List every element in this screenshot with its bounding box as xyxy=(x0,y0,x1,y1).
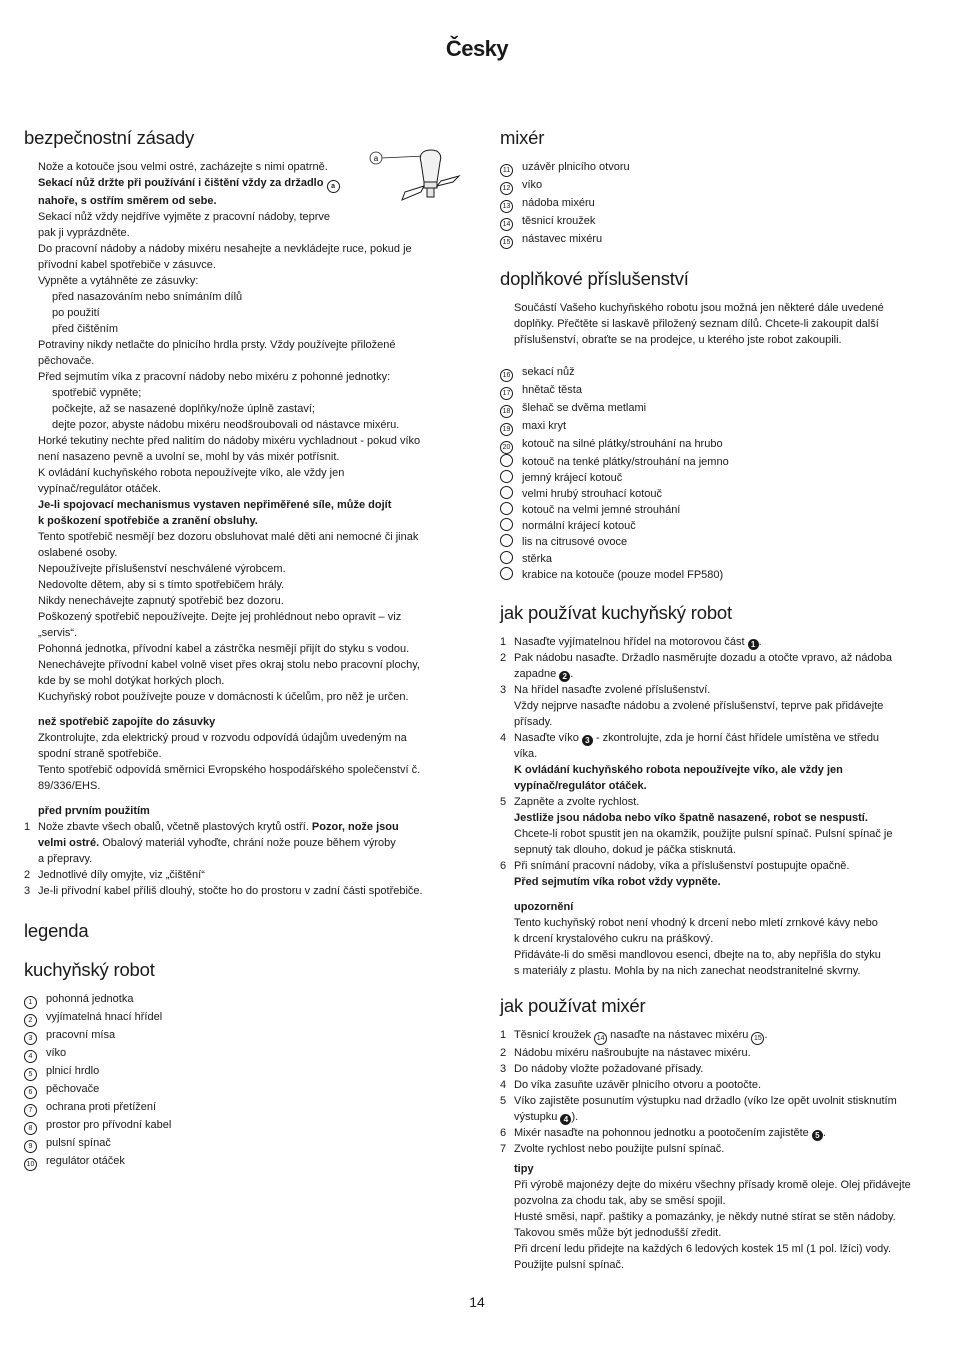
legend-item xyxy=(24,1081,460,1099)
legend-item xyxy=(500,470,936,486)
howto-robot-heading: jak používat kuchyňský robot xyxy=(500,601,732,623)
right-column xyxy=(500,126,936,1273)
text-line: Přidáváte-li do směsi mandlovou esenci, dbejte na to, aby nepřišla do styku xyxy=(514,948,881,961)
number-circle-icon: 12 xyxy=(500,182,513,195)
text-line: oslabené osoby. xyxy=(38,547,118,559)
text-line: K ovládání kuchyňského robota nepoužívejte víko, ale vždy jen xyxy=(38,467,345,479)
legend-item xyxy=(500,195,936,213)
text-line: Tento kuchyňský robot není vhodný k drcení nebo mletí zrnkové kávy nebo xyxy=(514,916,878,929)
page-number: 14 xyxy=(469,1294,485,1310)
text-line: Součástí Vašeho kuchyňského robotu jsou možná jen některé dále uvedené xyxy=(514,302,884,314)
text-line: Poškozený spotřebič nepoužívejte. Dejte jej prohlédnout nebo opravit – viz xyxy=(38,611,402,623)
accessories-heading: doplňkové příslušenství xyxy=(500,268,689,289)
text-line: Takovou směs může být jednodušší zředit. xyxy=(514,1226,722,1239)
first-use-heading: před prvním použitím xyxy=(38,805,150,817)
svg-text:a: a xyxy=(373,154,379,163)
step-5-cont: sepnutý tak dlouho, dokud je páčka stisknutá. xyxy=(514,843,736,856)
legend-item-label: pulsní spínač xyxy=(46,1137,111,1149)
legend-item xyxy=(24,1135,460,1153)
step-3: 3 Na hřídel nasaďte zvolené příslušenství. xyxy=(500,683,711,696)
safety-heading: bezpečnostní zásady xyxy=(24,127,195,148)
legend-item xyxy=(500,454,936,470)
text-line: před čištěním xyxy=(52,323,119,335)
legend-item xyxy=(500,400,936,418)
step-1-cont: a přepravy. xyxy=(38,853,93,865)
number-circle-icon: 4 xyxy=(24,1050,37,1063)
step-1: 1 Nože zbavte všech obalů, včetně plastových krytů ostří. Pozor, nože jsou xyxy=(24,821,399,833)
number-circle-icon: 2 xyxy=(24,1014,37,1027)
step-4-cont: K ovládání kuchyňského robota nepoužívejte víko, ale vždy jen xyxy=(514,763,843,776)
text-line: pěchovače. xyxy=(38,355,95,367)
step-5: 5 Víko zajistěte posunutím výstupku nad držadlo (víko lze opět uvolnit stisknutím xyxy=(500,1094,897,1107)
tips-heading: tipy xyxy=(514,1162,534,1175)
callout-a-icon: a xyxy=(327,180,340,193)
step-3-cont: Vždy nejprve nasaďte nádobu a zvolené příslušenství, teprve pak přidávejte xyxy=(514,699,884,712)
step-4-cont: vypínač/regulátor otáček. xyxy=(514,779,647,792)
mixer-heading: mixér xyxy=(500,127,545,148)
callout-3-icon: 3 xyxy=(582,735,593,746)
legend-item xyxy=(500,231,936,249)
legend-item-label: pracovní mísa xyxy=(46,1029,116,1041)
legend-item-label: pohonná jednotka xyxy=(46,993,134,1005)
text-line: Nikdy nenechávejte zapnutý spotřebič bez dozoru. xyxy=(38,595,284,607)
text-line: Použijte pulsní spínač. xyxy=(514,1258,625,1271)
text-line: počkejte, až se nasazené doplňky/nože úplně zastaví; xyxy=(52,403,315,415)
legend-item xyxy=(24,1009,460,1027)
left-column xyxy=(24,126,460,1171)
text-line: příslušenství, obraťte se na prodejce, u kterého jste robot zakoupili. xyxy=(514,334,842,346)
number-circle-icon: 19 xyxy=(500,423,513,436)
legend-item-label: regulátor otáček xyxy=(46,1155,125,1167)
legend-item-label: velmi hrubý strouhací kotouč xyxy=(522,488,663,501)
legend-item xyxy=(500,567,936,583)
legend-item-label: těsnicí kroužek xyxy=(522,215,596,227)
chopping-blade-illustration xyxy=(369,148,469,218)
legend-item-label: víko xyxy=(46,1047,67,1059)
legend-item-label: kotouč na tenké plátky/strouhání na jemno xyxy=(522,456,729,468)
legend-item xyxy=(500,436,936,454)
number-circle-icon xyxy=(500,454,513,467)
text-line: před nasazováním nebo snímáním dílů xyxy=(52,291,243,303)
number-circle-icon xyxy=(500,518,513,531)
legend-item xyxy=(500,486,936,502)
step-5-cont: výstupku 4 ). xyxy=(514,1110,579,1124)
step-3: 3 Do nádoby vložte požadované přísady. xyxy=(500,1062,704,1075)
callout-2-icon: 2 xyxy=(559,671,570,682)
step-4: 4 Nasaďte víko 3 - zkontrolujte, zda je horní část hřídele umístěna ve středu xyxy=(500,731,880,745)
legend-item-label: kotouč na silné plátky/strouhání na hrubo xyxy=(522,438,723,450)
callout-4-icon: 4 xyxy=(560,1114,571,1125)
text-line: Zkontrolujte, zda elektrický proud v rozvodu odpovídá údajům uvedeným na xyxy=(38,732,407,744)
number-circle-icon xyxy=(500,486,513,499)
legend-item-label: kotouč na velmi jemné strouhání xyxy=(522,504,681,517)
text-line: spotřebič vypněte; xyxy=(52,387,142,399)
legend-item-label: ochrana proti přetížení xyxy=(46,1101,157,1113)
legend-item-label: nástavec mixéru xyxy=(522,233,603,245)
legend-item-label: šlehač se dvěma metlami xyxy=(522,402,647,414)
legend-item-label: stěrka xyxy=(522,552,552,565)
number-circle-icon: 13 xyxy=(500,200,513,213)
text-line: Horké tekutiny nechte před nalitím do nádoby mixéru vychladnout - pokud víko xyxy=(38,435,421,447)
legend-item xyxy=(500,518,936,534)
text-line: Nože a kotouče jsou velmi ostré, zacházejte s nimi opatrně. xyxy=(38,161,328,173)
number-circle-icon: 7 xyxy=(24,1104,37,1117)
number-circle-icon xyxy=(500,502,513,515)
step-5-cont: Jestliže jsou nádoba nebo víko špatně nasazené, robot se nespustí. xyxy=(514,811,868,824)
legend-item-label: prostor pro přívodní kabel xyxy=(46,1119,172,1131)
step-4: 4 Do víka zasuňte uzávěr plnicího otvoru a pootočte. xyxy=(500,1078,762,1091)
text-line: přívodní kabel spotřebiče v zásuvce. xyxy=(38,259,216,271)
text-line: vypínač/regulátor otáček. xyxy=(38,483,161,495)
number-circle-icon: 14 xyxy=(500,218,513,231)
text-line: Je-li spojovací mechanismus vystaven nepřiměřené síle, může dojít xyxy=(38,499,392,511)
text-line: spodní straně spotřebiče. xyxy=(38,748,162,760)
legend-item xyxy=(500,213,936,231)
step-7: 7 Zvolte rychlost nebo použijte pulsní spínač. xyxy=(500,1142,725,1155)
legend-item-label: lis na citrusové ovoce xyxy=(522,536,628,549)
callout-14-icon: 14 xyxy=(594,1032,607,1045)
legend-item xyxy=(500,159,936,177)
legend-item-label: pěchovače xyxy=(46,1083,100,1095)
text-line: „servis“. xyxy=(38,627,78,639)
text-line: Nedovolte dětem, aby si s tímto spotřebičem hrály. xyxy=(38,579,285,591)
text-line: Kuchyňský robot používejte pouze v domácnosti k účelům, pro něž je určen. xyxy=(38,691,409,703)
legend-item xyxy=(500,364,936,382)
number-circle-icon: 16 xyxy=(500,369,513,382)
step-6: 6 Mixér nasaďte na pohonnou jednotku a pootočením zajistěte 5 . xyxy=(500,1126,826,1140)
number-circle-icon xyxy=(500,551,513,564)
legend-item xyxy=(500,502,936,518)
legend-item-label: normální krájecí kotouč xyxy=(522,520,636,533)
legend-item-label: uzávěr plnicího otvoru xyxy=(522,161,630,173)
step-2: 2 Jednotlivé díly omyjte, viz „čištění“ xyxy=(24,869,205,881)
text-line: Tento spotřebič nesmějí bez dozoru obsluhovat malé děti ani nemocné či jinak xyxy=(38,531,419,543)
number-circle-icon: 18 xyxy=(500,405,513,418)
number-circle-icon: 8 xyxy=(24,1122,37,1135)
legend-item xyxy=(24,991,460,1009)
step-5: 5 Zapněte a zvolte rychlost. xyxy=(500,795,640,808)
text-line: Nepoužívejte příslušenství neschválené výrobcem. xyxy=(38,563,286,575)
number-circle-icon: 17 xyxy=(500,387,513,400)
step-6-cont: Před sejmutím víka robot vždy vypněte. xyxy=(514,875,721,888)
legend-item-label: vyjímatelná hnací hřídel xyxy=(46,1011,163,1023)
text-line: k poškození spotřebiče a zranění obsluhy. xyxy=(38,515,258,527)
legend-item xyxy=(500,534,936,550)
callout-1-icon: 1 xyxy=(748,639,759,650)
legend-item xyxy=(24,1153,460,1171)
text-line: po použití xyxy=(52,307,100,319)
text-line: Husté směsi, např. paštiky a pomazánky, je někdy nutné stírat se stěn nádoby. xyxy=(514,1210,896,1223)
number-circle-icon: 9 xyxy=(24,1140,37,1153)
step-5-cont: Chcete-li robot spustit jen na okamžik, použijte pulsní spínač. Pulsní spínač je xyxy=(514,827,893,840)
text-line: s materiály z plastu. Mohla by na nich zanechat neodstranitelné skvrny. xyxy=(514,964,861,977)
text-line: kde by se mohl dotýkat horkých ploch. xyxy=(38,675,225,687)
step-3-cont: přísady. xyxy=(514,715,553,728)
text-line: Pohonná jednotka, přívodní kabel a zástrčka nesmějí přijít do styku s vodou. xyxy=(38,643,410,655)
number-circle-icon: 1 xyxy=(24,996,37,1009)
legend-item-label: maxi kryt xyxy=(522,420,566,432)
text-line: Nenechávejte přívodní kabel volně viset přes okraj stolu nebo pracovní plochy, xyxy=(38,659,420,671)
legend-heading: legenda xyxy=(24,920,89,941)
text-line: Do pracovní nádoby a nádoby mixéru nesahejte a nevkládejte ruce, pokud je xyxy=(38,243,412,255)
text-line: Sekací nůž držte při používání i čištění vždy za držadlo a xyxy=(38,175,460,193)
callout-15-icon: 15 xyxy=(751,1032,764,1045)
before-plug-heading: než spotřebič zapojíte do zásuvky xyxy=(38,716,216,728)
legend-item xyxy=(24,1099,460,1117)
accessories-list xyxy=(500,364,936,583)
legend-item-label: jemný krájecí kotouč xyxy=(522,472,623,485)
text-line: Před sejmutím víka z pracovní nádoby nebo mixéru z pohonné jednotky: xyxy=(38,371,391,383)
number-circle-icon xyxy=(500,470,513,483)
mixer-list xyxy=(500,159,936,249)
robot-heading: kuchyňský robot xyxy=(24,959,155,980)
legend-item xyxy=(500,382,936,400)
text-line: není nasazeno pevně a uvolní se, mohl by vás mixér potřísnit. xyxy=(38,451,340,463)
text-line: pak ji vyprázdněte. xyxy=(38,227,130,239)
legend-item-label: krabice na kotouče (pouze model FP580) xyxy=(522,568,724,581)
legend-item-label: hnětač těsta xyxy=(522,384,582,396)
howto-mixer-heading: jak používat mixér xyxy=(500,994,646,1016)
number-circle-icon: 15 xyxy=(500,236,513,249)
legend-item xyxy=(24,1117,460,1135)
text-line: Potraviny nikdy netlačte do plnicího hrdla prsty. Vždy používejte přiložené xyxy=(38,339,396,351)
step-4-cont: víka. xyxy=(514,747,538,760)
number-circle-icon: 11 xyxy=(500,164,513,177)
page-title: Česky xyxy=(445,36,509,61)
step-2: 2 Nádobu mixéru našroubujte na nástavec mixéru. xyxy=(500,1046,751,1059)
text-line: Sekací nůž vždy nejdříve vyjměte z pracovní nádoby, teprve xyxy=(38,211,331,223)
legend-item-label: nádoba mixéru xyxy=(522,197,595,209)
number-circle-icon: 10 xyxy=(24,1158,37,1171)
text-line: dejte pozor, abyste nádobu mixéru neodšroubovali od nástavce mixéru. xyxy=(52,419,400,431)
legend-item xyxy=(24,1045,460,1063)
step-6: 6 Při snímání pracovní nádoby, víka a příslušenství postupujte opačně. xyxy=(500,859,850,872)
text-line: Při drcení ledu přidejte na každých 6 ledových kostek 15 ml (1 pol. lžíci) vody. xyxy=(514,1242,892,1255)
step-1: 1 Nasaďte vyjímatelnou hřídel na motorovou část 1 . xyxy=(500,635,762,649)
legend-item xyxy=(500,177,936,195)
step-3: 3 Je-li přívodní kabel příliš dlouhý, stočte ho do prostoru v zadní části spotřebiče. xyxy=(24,885,423,897)
legend-item xyxy=(24,1063,460,1081)
number-circle-icon: 6 xyxy=(24,1086,37,1099)
text-line: Tento spotřebič odpovídá směrnici Evropského hospodářského společenství č. xyxy=(38,764,421,776)
number-circle-icon xyxy=(500,567,513,580)
text-line: doplňky. Přečtěte si laskavě přiložený seznam dílů. Chcete-li zakoupit další xyxy=(514,318,879,330)
legend-item-label: plnicí hrdlo xyxy=(46,1065,100,1077)
step-1: 1 Těsnicí kroužek 14 nasaďte na nástavec mixéru 15 . xyxy=(500,1027,936,1045)
number-circle-icon xyxy=(500,534,513,547)
number-circle-icon: 5 xyxy=(24,1068,37,1081)
text-line: 89/336/EHS. xyxy=(38,780,101,792)
legend-item xyxy=(500,418,936,436)
text-line: Při výrobě majonézy dejte do mixéru všechny přísady kromě oleje. Olej přidávejte xyxy=(514,1178,911,1191)
legend-item xyxy=(24,1027,460,1045)
legend-list xyxy=(24,991,460,1171)
step-2-cont: zapadne 2 . xyxy=(514,667,574,681)
legend-item-label: sekací nůž xyxy=(522,366,575,378)
text-line: pozvolna za chodu tak, aby se směsí spojil. xyxy=(514,1194,726,1207)
callout-5-icon: 5 xyxy=(812,1130,823,1141)
step-1-cont: velmi ostré. Obalový materiál vyhoďte, chrání nože pouze během výroby xyxy=(38,837,396,849)
text-line: k drcení krystalového cukru na práškový. xyxy=(514,932,714,945)
text-line: nahoře, s ostřím směrem od sebe. xyxy=(38,195,217,207)
number-circle-icon: 3 xyxy=(24,1032,37,1045)
text-line: Vypněte a vytáhněte ze zásuvky: xyxy=(38,275,199,287)
step-2: 2 Pak nádobu nasaďte. Držadlo nasměrujte dozadu a otočte vpravo, až nádoba xyxy=(500,651,892,664)
legend-item xyxy=(500,551,936,567)
warning-heading: upozornění xyxy=(514,900,574,913)
number-circle-icon: 20 xyxy=(500,441,513,454)
legend-item-label: víko xyxy=(522,179,543,191)
